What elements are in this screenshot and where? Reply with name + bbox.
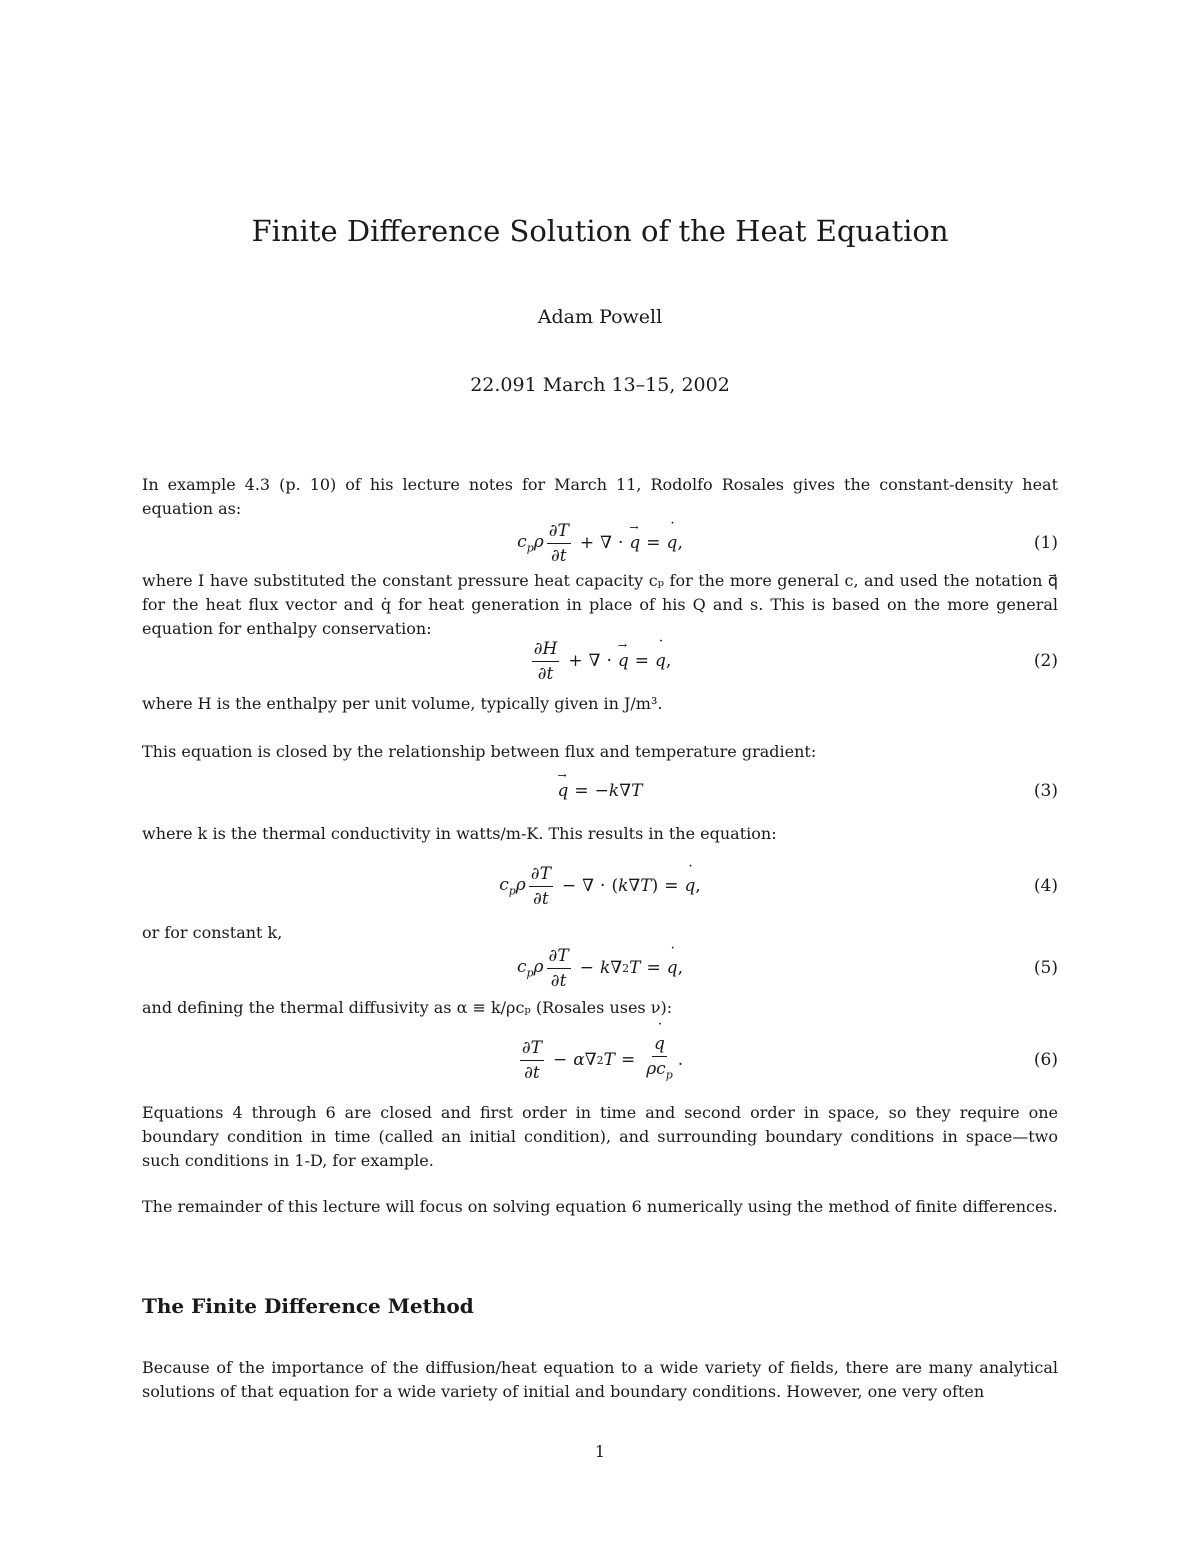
paragraph-substitution: where I have substituted the constant pressure heat capacity cₚ for the more general c, and used the notation q⃗ for the heat flux vector and q̇ for heat generation in place of his Q and s. This is based on the more general equation for enthalpy conservation: <box>142 571 1058 638</box>
equation-1-number: (1) <box>1033 533 1058 553</box>
equation-1-body: $c_p\rho$ $\frac{\partial T}{\partial t}$ + ∇ · q → = q ˙ , <box>142 518 1058 568</box>
equation-6-body: $\frac{\partial T}{\partial t}$ − α ∇ 2 T = $\frac{q ˙}{\rho c_p}$ . <box>142 1035 1058 1085</box>
paper-title: Finite Difference Solution of the Heat Equation <box>251 214 949 248</box>
equation-3-number: (3) <box>1033 781 1058 801</box>
equation-4-body: $c_p\rho$ $\frac{\partial T}{\partial t}$ − ∇ · ( k ∇ T ) = q ˙ , <box>142 861 1058 911</box>
equation-5-number: (5) <box>1033 958 1058 978</box>
page-number: 1 <box>594 1442 606 1461</box>
course-date: 22.091 March 13–15, 2002 <box>470 374 730 396</box>
equation-1 <box>142 518 1058 568</box>
equation-2 <box>142 636 1058 686</box>
equation-6-number: (6) <box>1033 1050 1058 1070</box>
equation-5 <box>142 943 1058 993</box>
equation-6 <box>142 1035 1058 1085</box>
equation-2-body: $\frac{\partial H}{\partial t}$ + ∇ · q → = q ˙ , <box>142 636 1058 686</box>
equation-4 <box>142 861 1058 911</box>
section-heading: The Finite Difference Method <box>142 1294 474 1318</box>
equation-5-body: $c_p\rho$ $\frac{\partial T}{\partial t}$ − k ∇ 2 T = q ˙ , <box>142 943 1058 993</box>
paragraph-boundary-conditions: Equations 4 through 6 are closed and first order in time and second order in space, so they require one boundary condition in time (called an initial condition), and surrounding boundary conditions in space—two such conditions in 1-D, for example. <box>142 1103 1058 1170</box>
paragraph-enthalpy: where H is the enthalpy per unit volume, typically given in J/m³. <box>142 694 663 713</box>
paragraph-intro: In example 4.3 (p. 10) of his lecture notes for March 11, Rodolfo Rosales gives the constant-density heat equation as: <box>142 475 1058 518</box>
paragraph-remainder: The remainder of this lecture will focus on solving equation 6 numerically using the method of finite differences. <box>142 1197 1058 1216</box>
equation-2-number: (2) <box>1033 651 1058 671</box>
paragraph-constant-k: or for constant k, <box>142 923 283 942</box>
equation-3 <box>142 766 1058 816</box>
equation-3-body: q → = − k ∇ T <box>142 766 1058 816</box>
paragraph-fdm-intro: Because of the importance of the diffusion/heat equation to a wide variety of fields, there are many analytical solutions of that equation for a wide variety of initial and boundary conditions. However, one very often <box>142 1358 1058 1401</box>
paragraph-closure: This equation is closed by the relationship between flux and temperature gradient: <box>142 742 817 761</box>
paragraph-conductivity: where k is the thermal conductivity in watts/m-K. This results in the equation: <box>142 824 777 843</box>
equation-4-number: (4) <box>1033 876 1058 896</box>
paragraph-diffusivity: and defining the thermal diffusivity as α ≡ k/ρcₚ (Rosales uses ν): <box>142 998 673 1017</box>
author-name: Adam Powell <box>537 306 663 328</box>
